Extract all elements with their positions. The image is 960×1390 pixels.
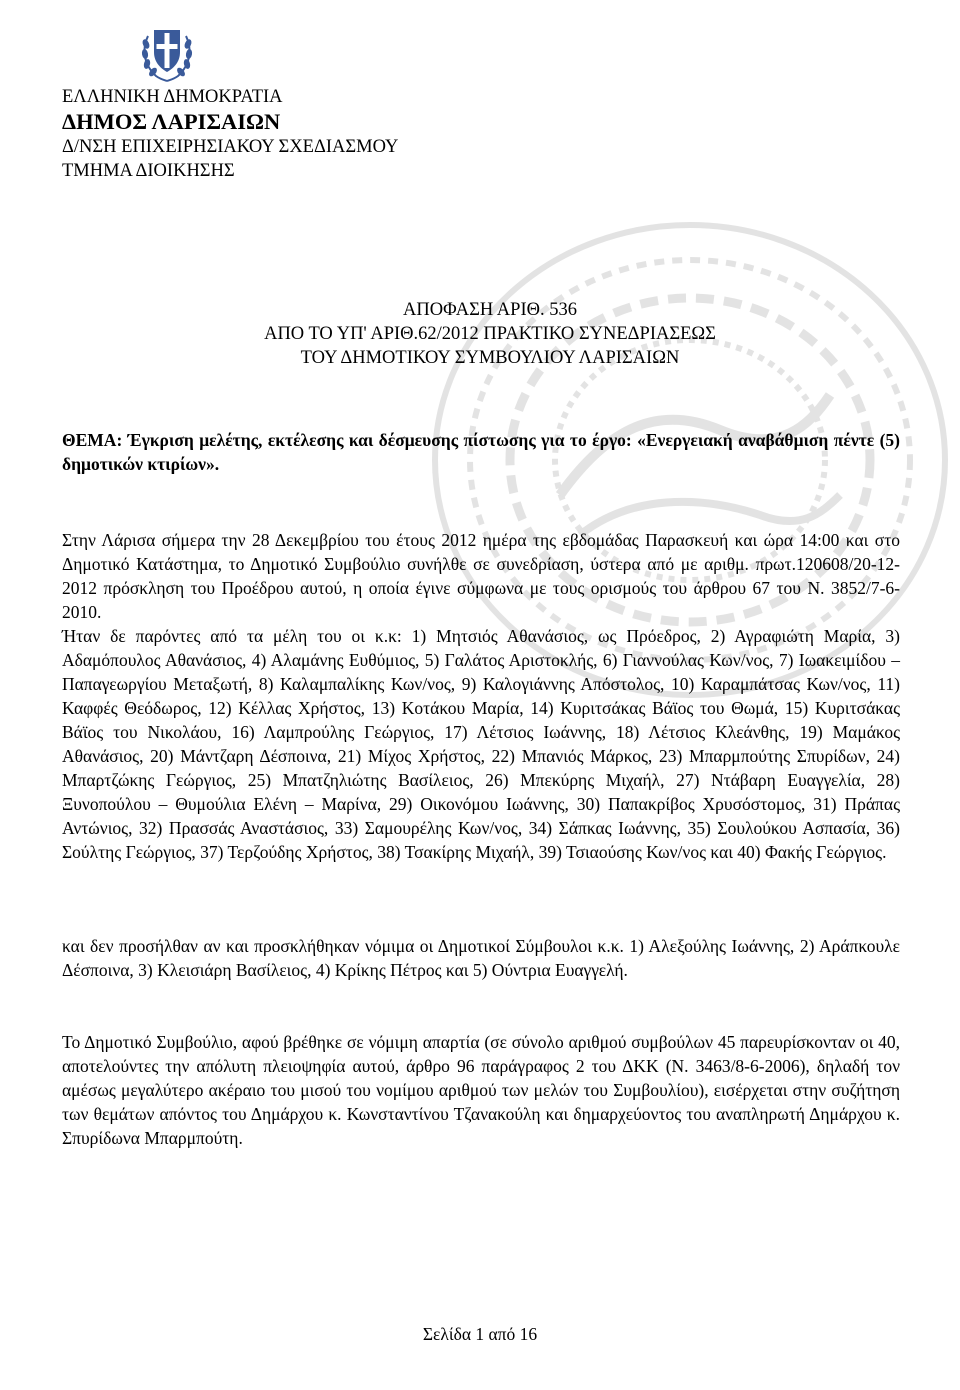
- hellenic-republic-emblem-icon: [138, 22, 196, 84]
- paragraph-session: Στην Λάρισα σήμερα την 28 Δεκεμβρίου του έτους 2012 ημέρα της εβδομάδας Παρασκευή και ώρα 14:00 και στο Δημοτικό Κατάστημα, το Δημοτικό Συμβούλιο συνήλθε σε συνεδρίαση, ύστερα από με αριθμ. πρωτ.120608/20-12-2012 πρόσκληση του Προέδρου αυτού, η οποία έγινε σύμφωνα με τους ορισμούς του άρθρου 67 του Ν. 3852/7-6-2010.: [62, 530, 900, 622]
- page-number: Σελίδα 1 από 16: [422, 1324, 538, 1344]
- paragraph-absent-members: και δεν προσήλθαν αν και προσκλήθηκαν νόμιμα οι Δημοτικοί Σύμβουλοι κ.κ. 1) Αλεξούλης Ιωάννης, 2) Αράπκουλε Δέσποινα, 3) Κλεισιάρη Βασίλειος, 4) Κρίκης Πέτρος και 5) Ούντρια Ευαγγελή.: [62, 936, 900, 980]
- decision-number: ΑΠΟΦΑΣΗ ΑΡΙΘ. 536: [403, 300, 577, 320]
- issuer-header: [62, 85, 562, 183]
- decision-title: [150, 298, 830, 370]
- header-country: ΕΛΛΗΝΙΚΗ ΔΗΜΟΚΡΑΤΙΑ: [62, 87, 283, 107]
- header-directorate: Δ/ΝΣΗ ΕΠΙΧΕΙΡΗΣΙΑΚΟΥ ΣΧΕΔΙΑΣΜΟΥ: [62, 137, 399, 157]
- header-municipality: ΔΗΜΟΣ ΛΑΡΙΣΑΙΩΝ: [62, 109, 281, 134]
- header-department: ΤΜΗΜΑ ΔΙΟΙΚΗΣΗΣ: [62, 161, 235, 181]
- minutes-reference: ΑΠΟ ΤΟ ΥΠ' ΑΡΙΘ.62/2012 ΠΡΑΚΤΙΚΟ ΣΥΝΕΔΡΙΑΣΕΩΣ: [264, 324, 716, 344]
- subject-heading: ΘΕΜΑ: Έγκριση μελέτης, εκτέλεσης και δέσμευσης πίστωσης για το έργο: «Ενεργειακή αναβάθμιση πέντε (5) δημοτικών κτιρίων».: [62, 430, 900, 474]
- paragraph-present-members: Ήταν δε παρόντες από τα μέλη του οι κ.κ: 1) Μητσιός Αθανάσιος, ως Πρόεδρος, 2) Αγραφιώτη Μαρία, 3) Αδαμόπουλος Αθανάσιος, 4) Αλαμάνης Ευθύμιος, 5) Γαλάτος Αριστοκλής, 6) Γιαννούλας Κων/νος, 7) Ιωακειμίδου – Παπαγεωργίου Μεταξωτή, 8) Καλαμπαλίκης Κων/νος, 9) Καλογιάννης Απόστολος, 10) Καραμπάτσας Κων/νος, 11) Καφφές Θεόδωρος, 12) Κέλλας Χρήστος, 13) Κοτάκου Μαρία, 14) Κυριτσάκας Βάϊος του Θωμά, 15) Κυριτσάκας Βάϊος του Νικολάου, 16) Λαμπρούλης Γεώργιος, 17) Λέτσιος Ιωάννης, 18) Λέτσιος Κλεάνθης, 19) Μαμάκος Αθανάσιος, 20) Μάντζαρη Δέσποινα, 21) Μίχος Χρήστος, 22) Μπανιός Μάρκος, 23) Μπαρμπούτης Σπυρίδων, 24) Μπαρτζώκης Γεώργιος, 25) Μπατζηλιώτης Βασίλειος, 26) Μπεκύρης Μιχαήλ, 27) Ντάβαρη Ευαγγελία, 28) Ξυνοπούλου – Θυμούλια Ελένη – Μαρίνα, 29) Οικονόμου Ιωάννης, 30) Παπακρίβος Χρυσόστομος, 31) Πράπας Αντώνιος, 32) Πρασσάς Αναστάσιος, 33) Σαμουρέλης Κων/νος, 34) Σάπκας Ιωάννης, 35) Σουλούκου Ασπασία, 36) Σούλτης Γεώργιος, 37) Τερζούδης Χρήστος, 38) Τσακίρης Μιχαήλ, 39) Τσιαούσης Κων/νος και 40) Φακής Γεώργιος.: [62, 626, 900, 862]
- paragraph-quorum: Το Δημοτικό Συμβούλιο, αφού βρέθηκε σε νόμιμη απαρτία (σε σύνολο αριθμού συμβούλων 45 παρευρίσκονταν οι 40, αποτελούντες την απόλυτη πλειοψηφία αυτού, άρθρο 96 παράγραφος 2 του ΔΚΚ (Ν. 3463/8-6-2006), δηλαδή τον αμέσως μεγαλύτερο ακέραιο του μισού του νομίμου αριθμού των μελών του Συμβουλίου), εισέρχεται στην συζήτηση των θεμάτων απόντος του Δημάρχου κ. Κωνσταντίνου Τζανακούλη και δημαρχεύοντος του αναπληρωτή Δημάρχου κ. Σπυρίδωνα Μπαρμπούτη.: [62, 1032, 900, 1148]
- council-name: ΤΟΥ ΔΗΜΟΤΙΚΟΥ ΣΥΜΒΟΥΛΙΟΥ ΛΑΡΙΣΑΙΩΝ: [300, 348, 680, 368]
